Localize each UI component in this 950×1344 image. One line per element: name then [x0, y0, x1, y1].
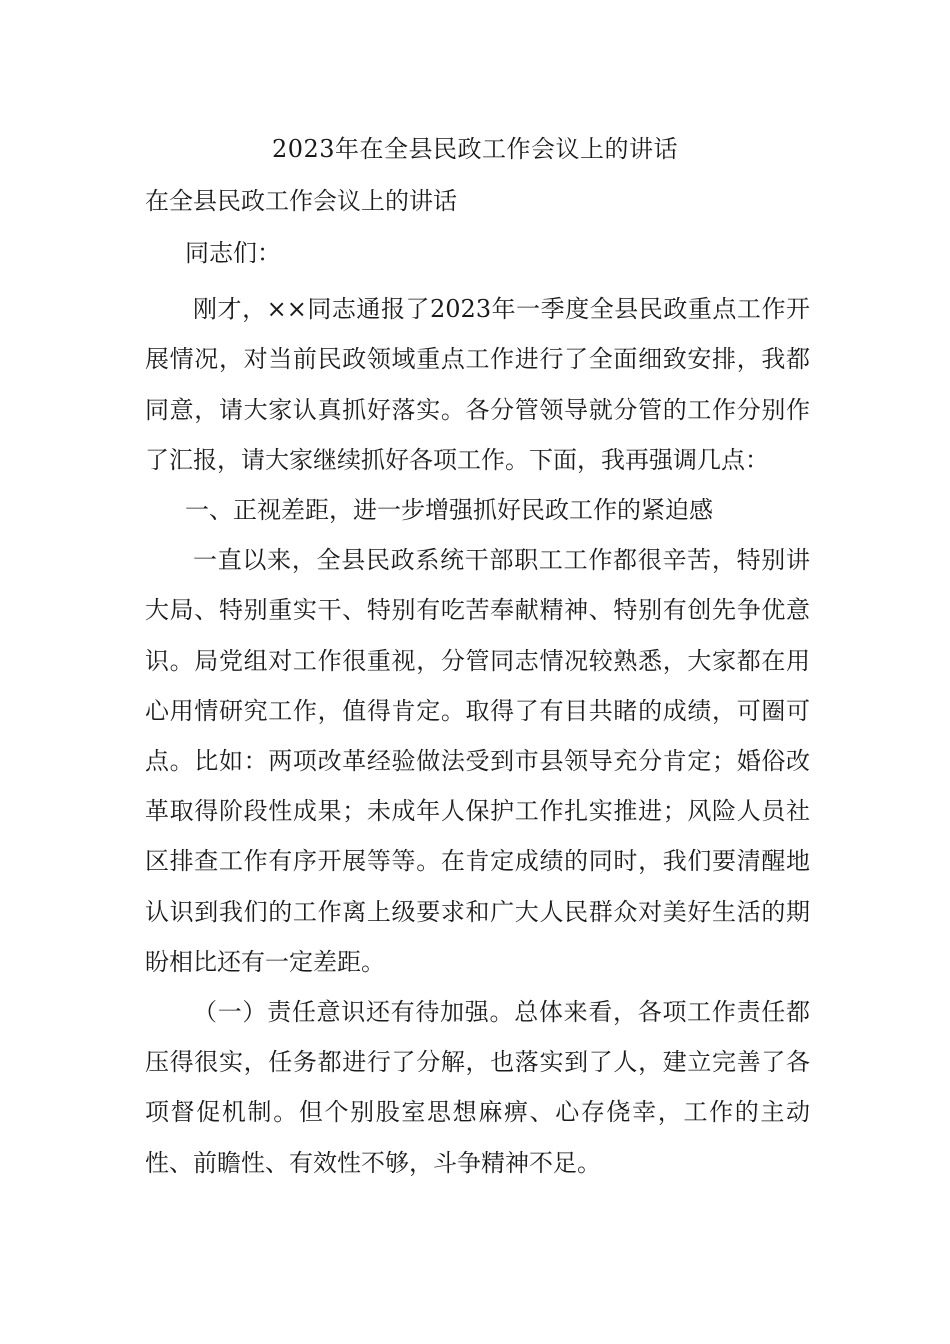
- paragraph-opening: 刚才，××同志通报了2023年一季度全县民政重点工作开展情况，对当前民政领域重点工作进行了全面细致安排，我都同意，请大家认真抓好落实。各分管领导就分管的工作分别作了汇报，请大家继续抓好各项工作。下面，我再强调几点：: [145, 295, 810, 474]
- greeting: 同志们：: [185, 239, 281, 267]
- document-title: 2023年在全县民政工作会议上的讲话: [271, 135, 679, 163]
- paragraph-achievements: 一直以来，全县民政系统干部职工工作都很辛苦，特别讲大局、特别重实干、特别有吃苦奉献精神、特别有创先争优意识。局党组对工作很重视，分管同志情况较熟悉，大家都在用心用情研究工作，值得肯定。取得了有目共睹的成绩，可圈可点。比如：两项改革经验做法受到市县领导充分肯定；婚俗改革取得阶段性成果；未成年人保护工作扎实推进；风险人员社区排查工作有序开展等等。在肯定成绩的同时，我们要清醒地认识到我们的工作离上级要求和广大人民群众对美好生活的期盼相比还有一定差距。: [145, 546, 810, 976]
- section-heading-1: 一、正视差距，进一步增强抓好民政工作的紧迫感: [185, 496, 713, 525]
- document-body: [145, 228, 810, 1188]
- paragraph-subsection-1: （一）责任意识还有待加强。总体来看，各项工作责任都压得很实，任务都进行了分解，也落实到了人，建立完善了各项督促机制。但个别股室思想麻痹、心存侥幸，工作的主动性、前瞻性、有效性不够，斗争精神不足。: [145, 998, 810, 1177]
- document-subtitle: 在全县民政工作会议上的讲话: [145, 187, 457, 215]
